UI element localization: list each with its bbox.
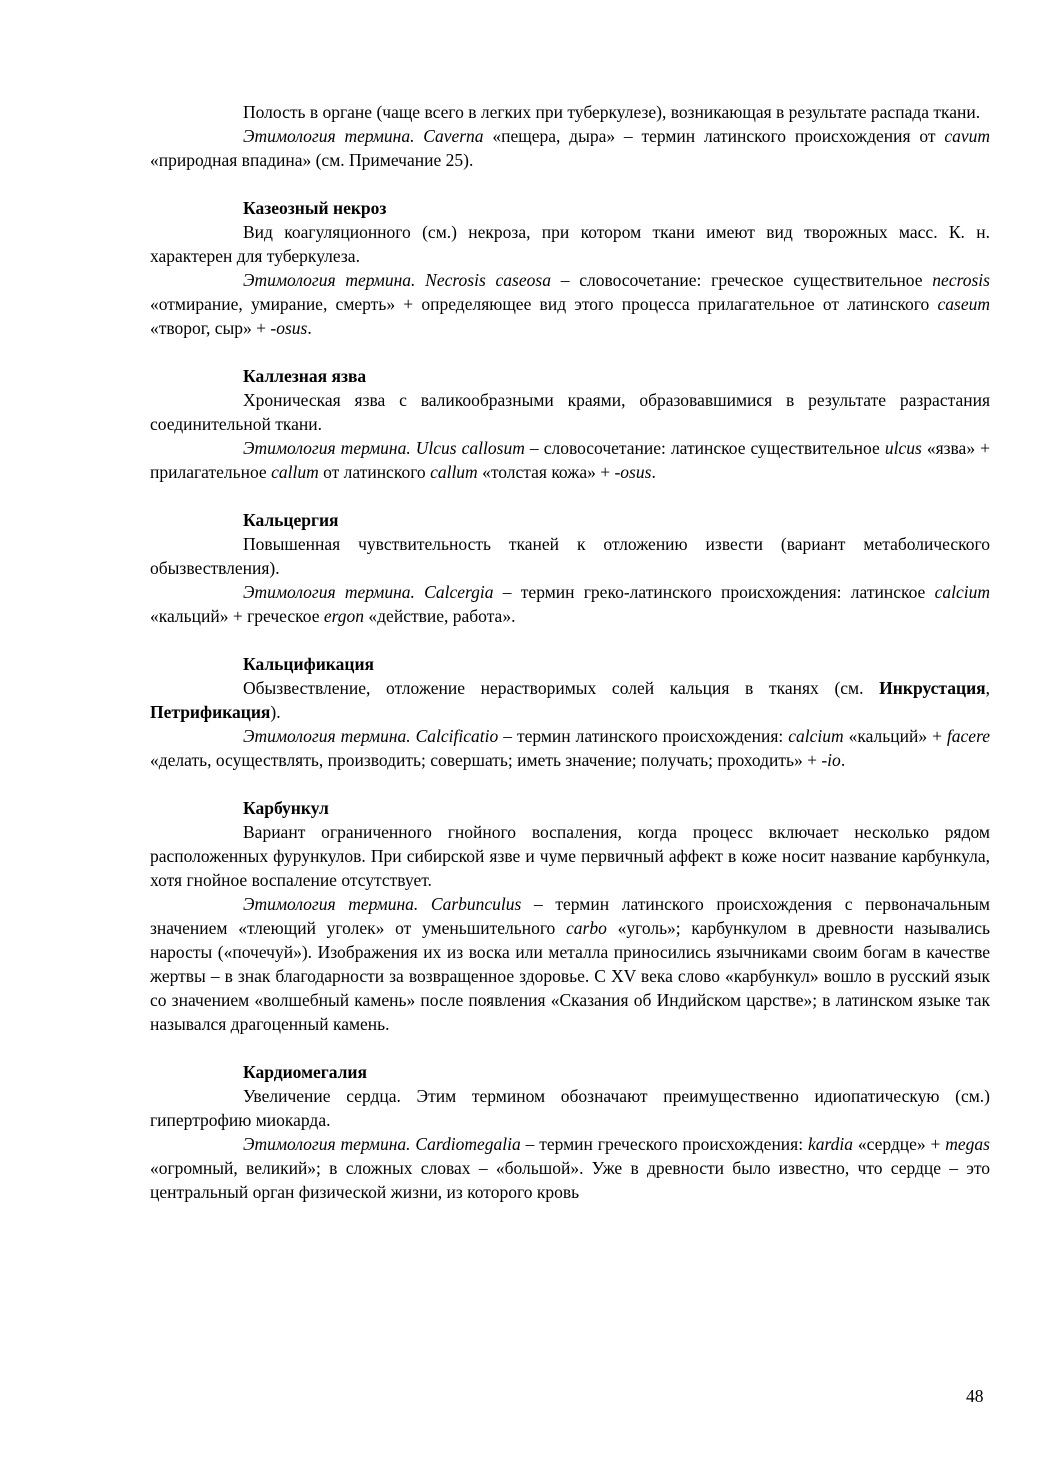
etymology-label: Этимология термина. — [243, 270, 416, 290]
latin-word: necrosis — [932, 270, 990, 290]
entry-heading: Каллезная язва — [243, 366, 367, 386]
latin-word: megas — [945, 1134, 990, 1154]
definition-text: Обызвествление, отложение нерастворимых солей кальция в тканях (см. — [243, 678, 880, 698]
etymology-text: «делать, осуществлять, производить; совершать; иметь значение; получать; проходить» + — [150, 750, 822, 770]
etymology-label: Этимология термина. — [243, 1134, 411, 1154]
etymology-text: от латинского — [318, 462, 431, 482]
entry-heading: Кардиомегалия — [243, 1062, 367, 1082]
etymology-text: «сердце» + — [853, 1134, 946, 1154]
latin-suffix: -osus — [270, 318, 308, 338]
etymology-text: «природная впадина» (см. Примечание 25). — [150, 150, 474, 170]
etymology-text: – словосочетание: греческое существительное — [550, 270, 933, 290]
etymology-text: «язва» + прилагательное — [150, 438, 990, 482]
etymology-karbunkul — [150, 892, 990, 1036]
etymology-text: «кальций» + — [843, 726, 947, 746]
definition-kazeozny: Вид коагуляционного (см.) некроза, при котором ткани имеют вид творожных масс. К. н. характерен для туберкулеза. — [150, 222, 990, 266]
entry-heading: Кальцергия — [243, 510, 339, 530]
latin-word: calcium — [788, 726, 844, 746]
latin-term: Calcificatio — [415, 726, 499, 746]
latin-suffix: -io — [821, 750, 841, 770]
etymology-label: Этимология термина. — [243, 582, 415, 602]
latin-word: facere — [946, 726, 990, 746]
latin-word: kardia — [807, 1134, 853, 1154]
etymology-text: – термин греческого происхождения: — [520, 1134, 808, 1154]
etymology-kallezna — [150, 436, 990, 484]
etymology-text: «толстая кожа» + — [477, 462, 615, 482]
etymology-text: «творог, сыр» + — [150, 318, 271, 338]
definition-kardiomegalia: Увеличение сердца. Этим термином обозначают преимущественно идиопатическую (см.) гипертрофию миокарда. — [150, 1086, 990, 1130]
definition-caverna: Полость в органе (чаще всего в легких при туберкулезе), возникающая в результате распада ткани. — [243, 102, 981, 122]
page-number: 48 — [966, 1386, 984, 1406]
cross-reference: Петрификация — [150, 702, 271, 722]
entry-heading: Казеозный некроз — [243, 198, 387, 218]
entry-heading: Карбункул — [243, 798, 329, 818]
etymology-text: – термин латинского происхождения: — [498, 726, 789, 746]
latin-word: callum — [271, 462, 319, 482]
latin-term: Cardiomegalia — [415, 1134, 521, 1154]
etymology-label: Этимология термина. — [243, 726, 411, 746]
etymology-text: – термин греко-латинского происхождения: латинское — [493, 582, 935, 602]
definition-text: ). — [270, 702, 281, 722]
latin-term: Ulcus callosum — [415, 438, 525, 458]
definition-kalcergia: Повышенная чувствительность тканей к отложению извести (вариант метаболического обызвествления). — [150, 534, 990, 578]
cross-reference: Инкрустация — [879, 678, 986, 698]
latin-word: carbo — [566, 918, 607, 938]
definition-karbunkul: Вариант ограниченного гнойного воспаления, когда процесс включает несколько рядом расположенных фурункулов. При сибирской язве и чуме первичный аффект в коже носит название карбункула, хотя гнойное воспаление отсутствует. — [150, 822, 990, 890]
definition-kalcifikacia — [150, 676, 990, 724]
latin-word: ulcus — [884, 438, 922, 458]
entry-heading: Кальцификация — [243, 654, 374, 674]
latin-word: ergon — [323, 606, 365, 626]
etymology-text: . — [840, 750, 846, 770]
definition-kallezna: Хроническая язва с валикообразными краями, образовавшимися в результате разрастания соединительной ткани. — [150, 390, 990, 434]
etymology-text: «уголь»; карбункулом в древности назывались наросты («почечуй»). Изображения их из воска или металла приносились язычниками своим богам в качестве жертвы – в знак благодарности за возвращенное здоровье. С XV века слово «карбункул» вошло в русский язык со значением «волшебный камень» после появления «Сказания об Индийском царстве»; в латинском языке так назывался драгоценный камень. — [150, 918, 990, 1034]
etymology-text: – термин латинского происхождения с первоначальным значением «тлеющий уголек» от уменьшительного — [150, 894, 990, 938]
etymology-label: Этимология термина. — [243, 438, 411, 458]
etymology-text: «действие, работа». — [364, 606, 516, 626]
etymology-text: «кальций» + греческое — [150, 606, 324, 626]
etymology-text: . — [651, 462, 656, 482]
etymology-text: «пещера, дыра» – термин латинского происхождения от — [483, 126, 945, 146]
latin-term: Caverna — [423, 126, 484, 146]
etymology-label: Этимология термина. — [243, 894, 419, 914]
etymology-kardiomegalia — [150, 1132, 990, 1204]
etymology-text: . — [307, 318, 312, 338]
latin-word: cavum — [944, 126, 990, 146]
latin-word: caseum — [937, 294, 990, 314]
latin-term: Carbunculus — [430, 894, 522, 914]
etymology-text: – словосочетание: латинское существительное — [524, 438, 885, 458]
separator: , — [985, 678, 990, 698]
latin-word: calcium — [934, 582, 990, 602]
etymology-caverna — [150, 124, 990, 172]
latin-word: callum — [430, 462, 478, 482]
latin-term: Calcergia — [424, 582, 494, 602]
etymology-kazeozny — [150, 268, 990, 340]
page-body — [150, 100, 990, 1204]
etymology-text: «огромный, великий»; в сложных словах – «большой». Уже в древности было известно, что сердце – это центральный орган физической жизни, из которого кровь — [150, 1158, 990, 1202]
latin-term: Necrosis caseosa — [425, 270, 551, 290]
etymology-label: Этимология термина. — [243, 126, 415, 146]
etymology-kalcifikacia — [150, 724, 990, 772]
etymology-kalcergia — [150, 580, 990, 628]
latin-suffix: -osus — [614, 462, 652, 482]
etymology-text: «отмирание, умирание, смерть» + определяющее вид этого процесса прилагательное от латинского — [150, 294, 938, 314]
